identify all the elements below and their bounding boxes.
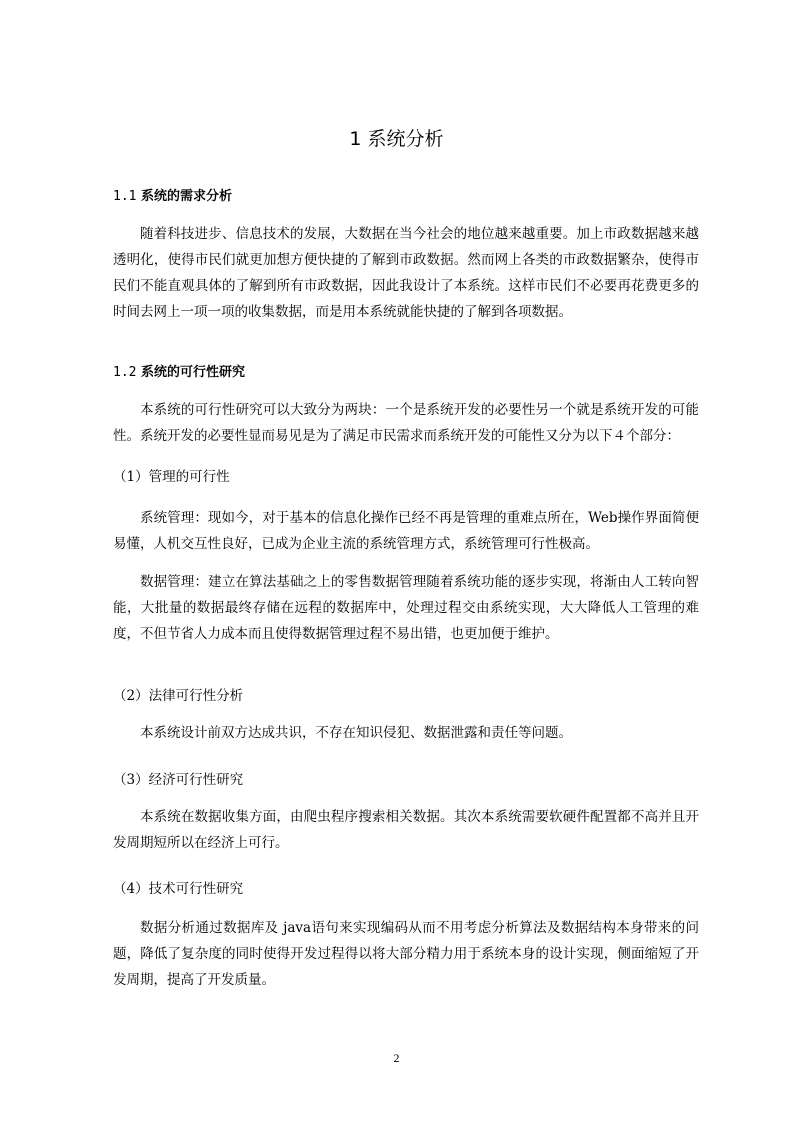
chapter-title: 1 系统分析	[349, 128, 444, 150]
paragraph-requirements: 随着科技进步、信息技术的发展，大数据在当今社会的地位越来越重要。加上市政数据越来越透明化，使得市民们就更加想方便快捷的了解到市政数据。然而网上各类的市政数据繁杂，使得市民们不能直观具体的了解到所有市政数据，因此我设计了本系统。这样市民们不必要再花费更多的时间去网上一项一项的收集数据，而是用本系统就能快捷的了解到各项数据。	[113, 226, 699, 320]
paragraph-feasibility-intro: 本系统的可行性研究可以大致分为两块：一个是系统开发的必要性另一个就是系统开发的可能性。系统开发的必要性显而易见是为了满足市民需求而系统开发的可能性又分为以下４个部分：	[113, 402, 699, 444]
section-title: 系统的可行性研究	[141, 365, 246, 380]
paragraph-data-management: 数据管理：建立在算法基础之上的零售数据管理随着系统功能的逐步实现，将渐由人工转向智能，大批量的数据最终存储在远程的数据库中，处理过程交由系统实现，大大降低人工管理的难度，不但节省人力成本而且使得数据管理过程不易出错，也更加便于维护。	[113, 574, 699, 642]
paragraph-economic: 本系统在数据收集方面，由爬虫程序搜索相关数据。其次本系统需要软硬件配置都不高并且开发周期短所以在经济上可行。	[113, 809, 699, 851]
section-title: 系统的需求分析	[141, 189, 233, 204]
section-heading-requirements	[113, 185, 232, 204]
section-number: 1.1	[113, 189, 137, 204]
paragraph-technical: 数据分析通过数据库及 java语句来实现编码从而不用考虑分析算法及数据结构本身带来的问题，降低了复杂度的同时使得开发过程得以将大部分精力用于系统本身的设计实现，侧面缩短了开发周期，提高了开发质量。	[113, 920, 699, 988]
paragraph-system-management: 系统管理：现如今，对于基本的信息化操作已经不再是管理的重难点所在，Web操作界面简便易懂，人机交互性良好，已成为企业主流的系统管理方式，系统管理可行性极高。	[113, 510, 699, 552]
section-heading-feasibility	[113, 361, 245, 380]
subheading-economic: （3）经济可行性研究	[113, 772, 244, 788]
page-number: 2	[393, 1051, 400, 1065]
section-number: 1.2	[113, 365, 137, 380]
paragraph-legal: 本系统设计前双方达成共识，不存在知识侵犯、数据泄露和责任等问题。	[140, 725, 572, 741]
subheading-management: （1）管理的可行性	[113, 469, 230, 485]
subheading-legal: （2）法律可行性分析	[113, 688, 244, 704]
subheading-technical: （4）技术可行性研究	[113, 881, 244, 897]
